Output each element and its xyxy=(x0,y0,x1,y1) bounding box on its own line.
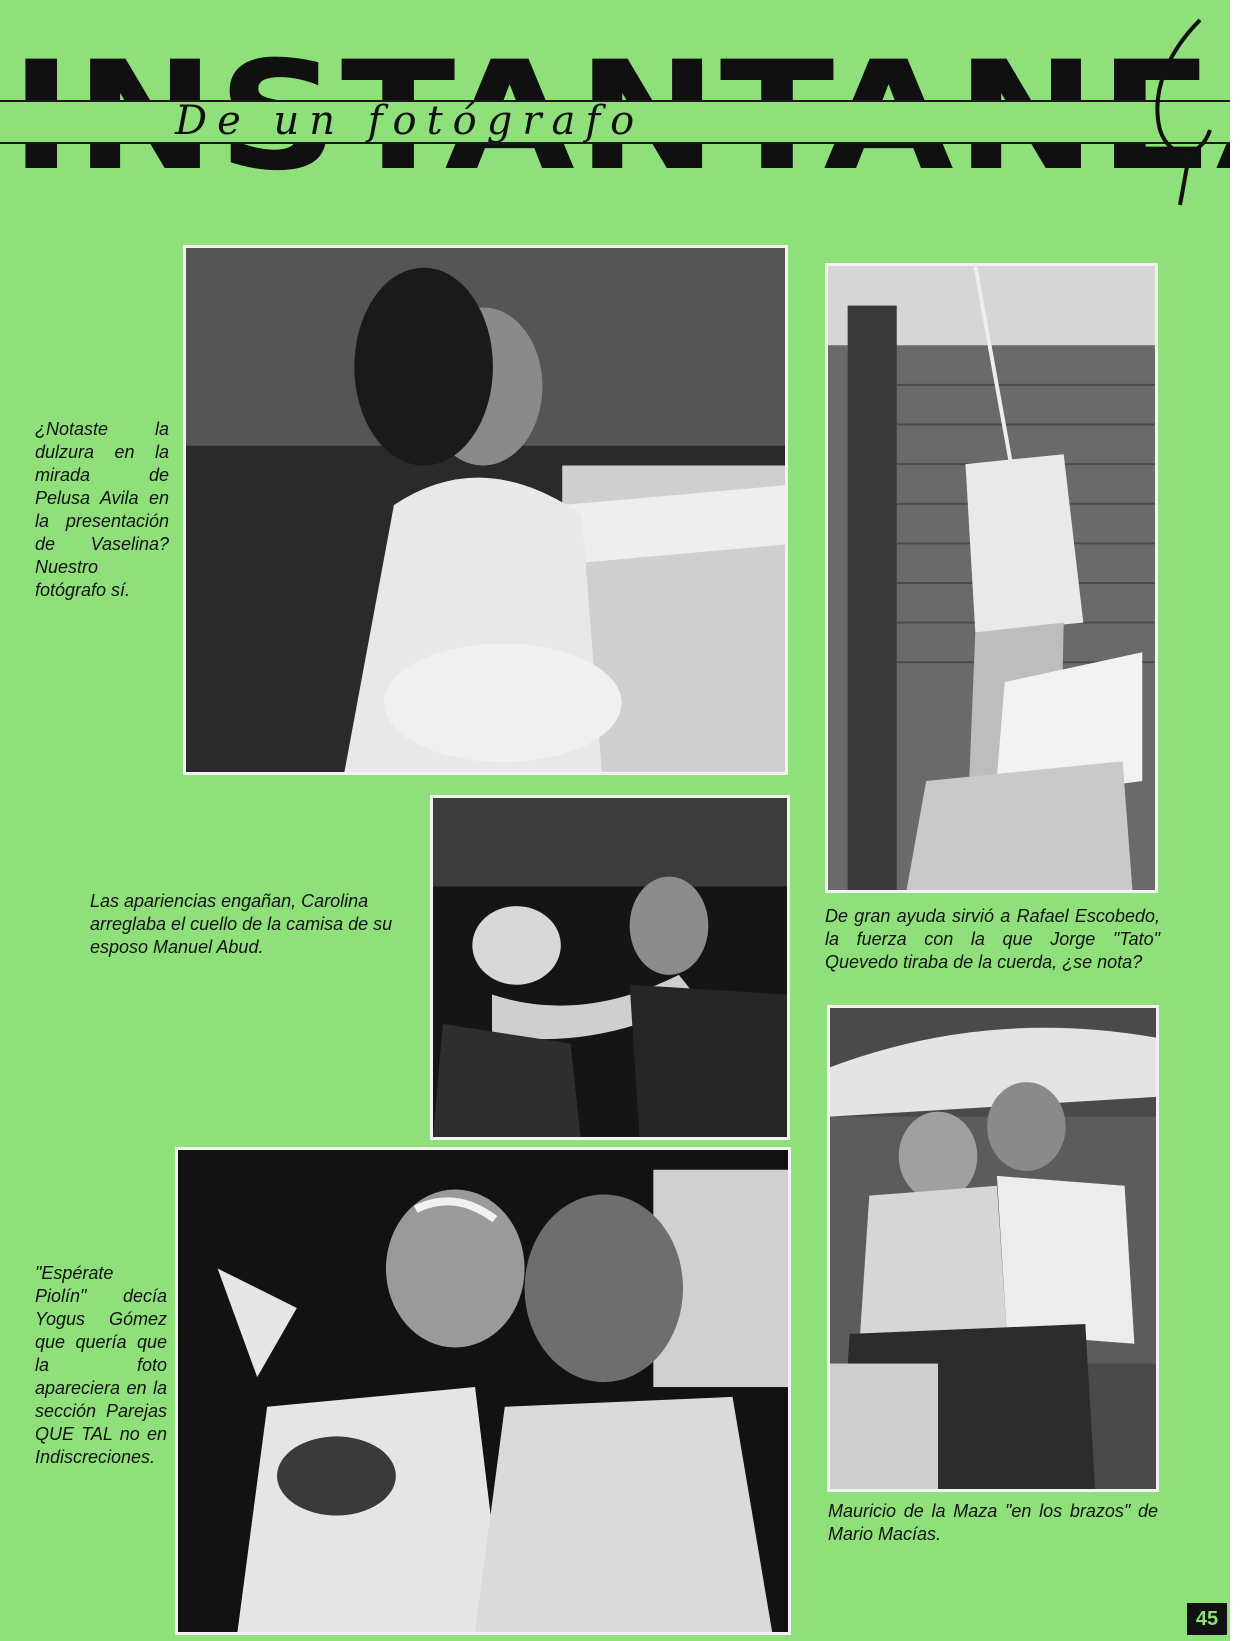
photo-carolina-manuel xyxy=(430,795,790,1140)
caption-yogus-gomez: "Espérate Piolín" decía Yogus Gómez que quería que la foto apareciera en la sección Parejas QUE TAL no en Indiscreciones. xyxy=(35,1263,167,1467)
caption-rafael-escobedo: De gran ayuda sirvió a Rafael Escobedo, la fuerza con la que Jorge "Tato" Quevedo tiraba de la cuerda, ¿se nota? xyxy=(825,906,1160,972)
photo-image xyxy=(433,798,787,1137)
swash-flourish xyxy=(1130,10,1220,210)
photo-image xyxy=(830,1008,1156,1489)
photo-mauricio-mario xyxy=(827,1005,1159,1492)
page-number: 45 xyxy=(1187,1603,1227,1635)
photo-pelusa-avila xyxy=(183,245,788,775)
photo-image xyxy=(178,1150,788,1632)
photo-yogus-gomez xyxy=(175,1147,791,1635)
photo-image xyxy=(186,248,785,772)
photo-image xyxy=(828,266,1155,890)
masthead xyxy=(0,52,1230,182)
caption-mauricio-mario: Mauricio de la Maza "en los brazos" de Mario Macías. xyxy=(828,1501,1158,1544)
photo-rafael-escobedo xyxy=(825,263,1158,893)
page-subtitle: De un fotógrafo xyxy=(175,98,645,144)
caption-pelusa-avila: ¿Notaste la dulzura en la mirada de Pelusa Avila en la presentación de Vaselina? Nuestro fotógrafo sí. xyxy=(35,419,169,600)
caption-carolina-manuel: Las apariencias engañan, Carolina arreglaba el cuello de la camisa de su esposo Manuel Abud. xyxy=(90,891,393,957)
